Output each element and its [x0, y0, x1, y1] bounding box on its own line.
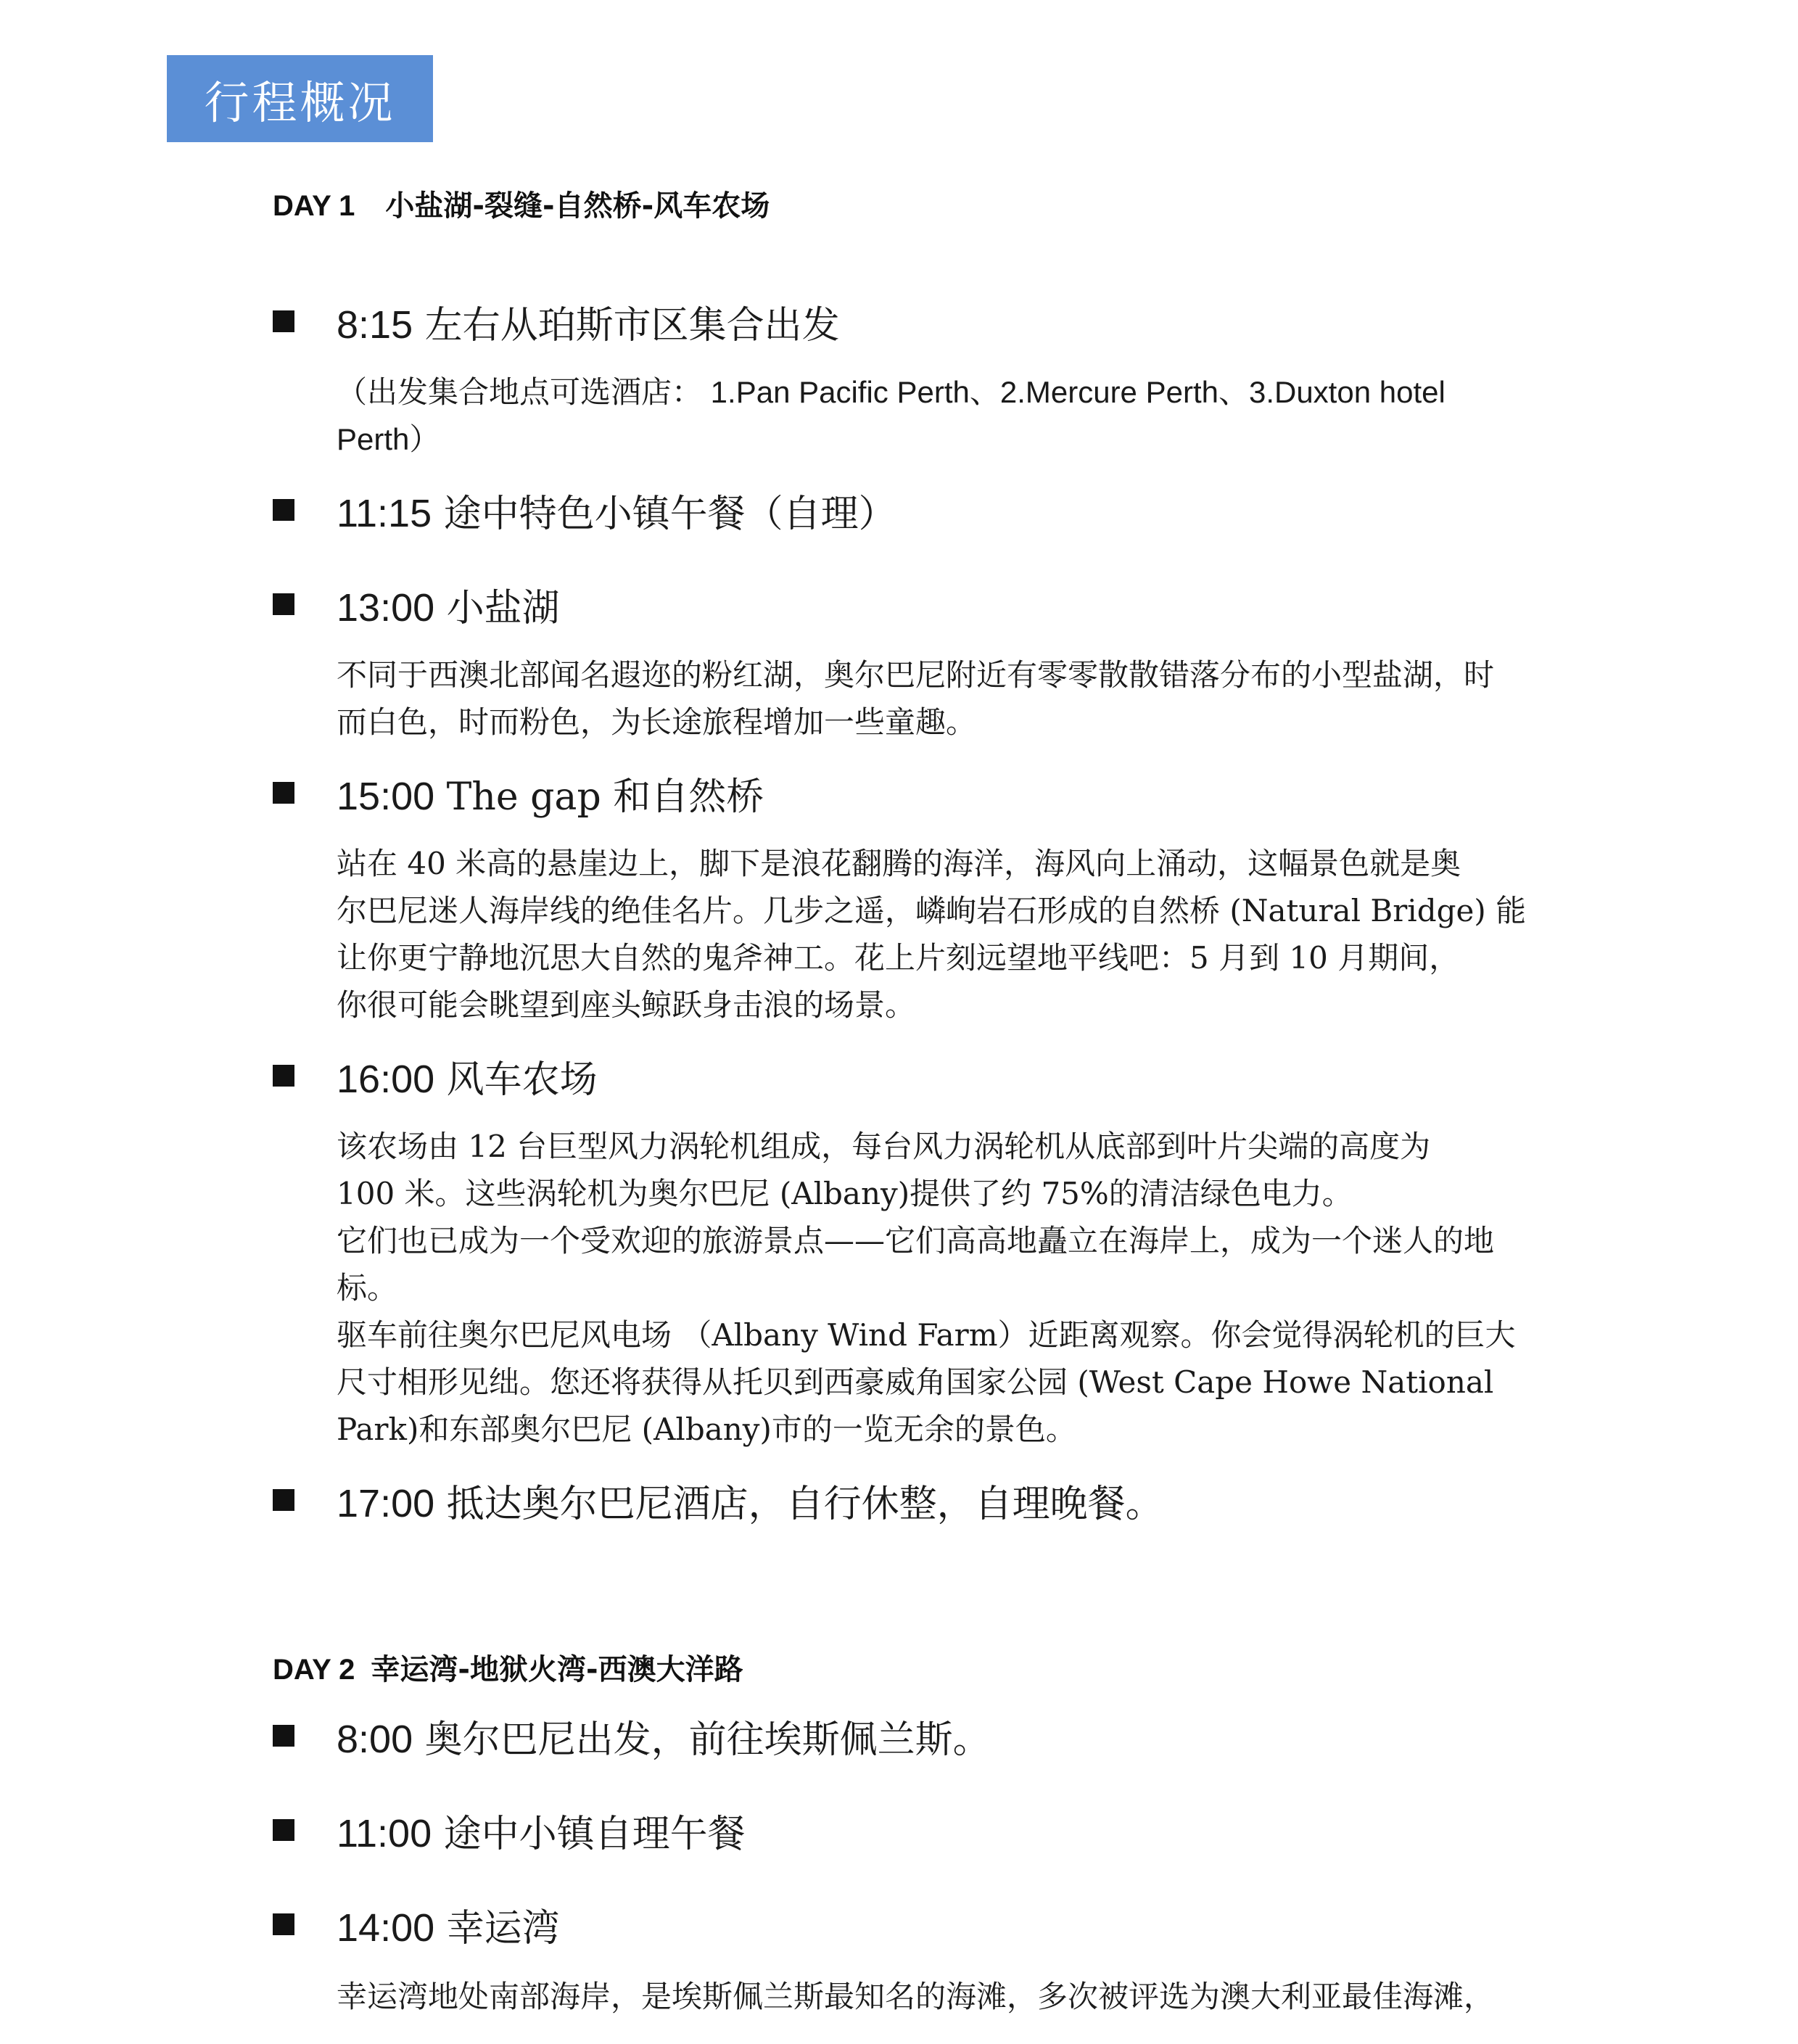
- item-time: 13:00: [337, 585, 435, 630]
- itinerary-item: [273, 485, 896, 535]
- day2-label: DAY 2: [273, 1654, 355, 1686]
- paragraph-line: 而白色，时而粉色，为长途旅程增加一些童趣。: [337, 704, 977, 740]
- item-time: 17:00: [337, 1481, 435, 1525]
- itinerary-item: [273, 1899, 560, 1950]
- square-bullet-icon: [273, 1913, 294, 1935]
- paragraph-line: 100 米。这些涡轮机为奥尔巴尼 (Albany)提供了约 75%的清洁绿色电力。: [337, 1176, 1353, 1211]
- lucky-bay-description: [337, 1973, 1530, 2020]
- paragraph-line: 尔巴尼迷人海岸线的绝佳名片。几步之遥，嶙峋岩石形成的自然桥 (Natural Bridge) 能: [337, 893, 1527, 928]
- square-bullet-icon: [273, 1489, 294, 1511]
- paragraph-line: Park)和东部奥尔巴尼 (Albany)市的一览无余的景色。: [337, 1412, 1076, 1447]
- hotel-note: [337, 368, 1530, 463]
- square-bullet-icon: [273, 782, 294, 804]
- square-bullet-icon: [273, 1819, 294, 1841]
- square-bullet-icon: [273, 593, 294, 615]
- square-bullet-icon: [273, 1725, 294, 1747]
- day1-label: DAY 1: [273, 190, 355, 222]
- paragraph-line: 该农场由 12 台巨型风力涡轮机组成，每台风力涡轮机从底部到叶片尖端的高度为: [337, 1129, 1431, 1164]
- itinerary-item: [273, 767, 764, 818]
- item-text: 途中小镇自理午餐: [443, 1812, 746, 1856]
- item-text: 抵达奥尔巴尼酒店，自行休整，自理晚餐。: [446, 1482, 1163, 1526]
- itinerary-item: [273, 296, 840, 347]
- item-text: 小盐湖: [446, 586, 560, 630]
- day2-route: 幸运湾-地狱火湾-西澳大洋路: [371, 1653, 743, 1686]
- item-time: 15:00: [337, 774, 435, 818]
- item-text: 奥尔巴尼出发，前往埃斯佩兰斯。: [424, 1718, 991, 1762]
- item-text: The gap 和自然桥: [446, 775, 764, 819]
- item-time: 11:15: [337, 491, 432, 535]
- item-time: 8:15: [337, 302, 413, 347]
- item-time: 16:00: [337, 1057, 435, 1101]
- itinerary-item: [273, 579, 560, 630]
- itinerary-item: [273, 1475, 1163, 1525]
- square-bullet-icon: [273, 1065, 294, 1087]
- gap-description: [337, 840, 1530, 1029]
- section-header-box: [167, 55, 433, 142]
- day1-route: 小盐湖-裂缝-自然桥-风车农场: [385, 189, 770, 223]
- item-text: 左右从珀斯市区集合出发: [424, 303, 840, 347]
- day2-heading: [273, 1647, 743, 1688]
- itinerary-item: [273, 1710, 991, 1761]
- day1-heading: [273, 183, 770, 224]
- paragraph-line: 你很可能会眺望到座头鲸跃身击浪的场景。: [337, 987, 916, 1023]
- itinerary-item: [273, 1805, 746, 1855]
- square-bullet-icon: [273, 310, 294, 332]
- paragraph-line: 它们也已成为一个受欢迎的旅游景点——它们高高地矗立在海岸上，成为一个迷人的地: [337, 1223, 1495, 1258]
- salt-lake-description: [337, 651, 1530, 746]
- item-time: 8:00: [337, 1717, 413, 1761]
- paragraph-line: 幸运湾地处南部海岸，是埃斯佩兰斯最知名的海滩，多次被评选为澳大利亚最佳海滩，: [337, 1979, 1495, 2014]
- item-text: 风车农场: [446, 1058, 598, 1102]
- square-bullet-icon: [273, 499, 294, 521]
- windfarm-description: [337, 1123, 1530, 1453]
- paragraph-line: 站在 40 米高的悬崖边上，脚下是浪花翻腾的海洋，海风向上涌动，这幅景色就是奥: [337, 846, 1461, 881]
- paragraph-line: 标。: [337, 1270, 398, 1306]
- paragraph-line: 让你更宁静地沉思大自然的鬼斧神工。花上片刻远望地平线吧：5 月到 10 月期间，: [337, 940, 1460, 976]
- item-text: 幸运湾: [446, 1906, 560, 1950]
- item-time: 14:00: [337, 1905, 435, 1950]
- paragraph-line: 驱车前往奥尔巴尼风电场 （Albany Wind Farm）近距离观察。你会觉得涡轮机的巨大: [337, 1317, 1516, 1353]
- paragraph-line: （出发集合地点可选酒店： 1.Pan Pacific Perth、2.Mercure Perth、3.Duxton hotel: [337, 375, 1446, 409]
- section-header-title: 行程概况: [204, 75, 396, 129]
- paragraph-line: 尺寸相形见绌。您还将获得从托贝到西豪威角国家公园 (West Cape Howe National: [337, 1364, 1494, 1400]
- item-text: 途中特色小镇午餐（自理）: [443, 492, 896, 536]
- paragraph-line: Perth）: [337, 422, 440, 456]
- paragraph-line: 不同于西澳北部闻名遐迩的粉红湖，奥尔巴尼附近有零零散散错落分布的小型盐湖，时: [337, 657, 1495, 693]
- item-time: 11:00: [337, 1811, 432, 1855]
- itinerary-item: [273, 1050, 598, 1101]
